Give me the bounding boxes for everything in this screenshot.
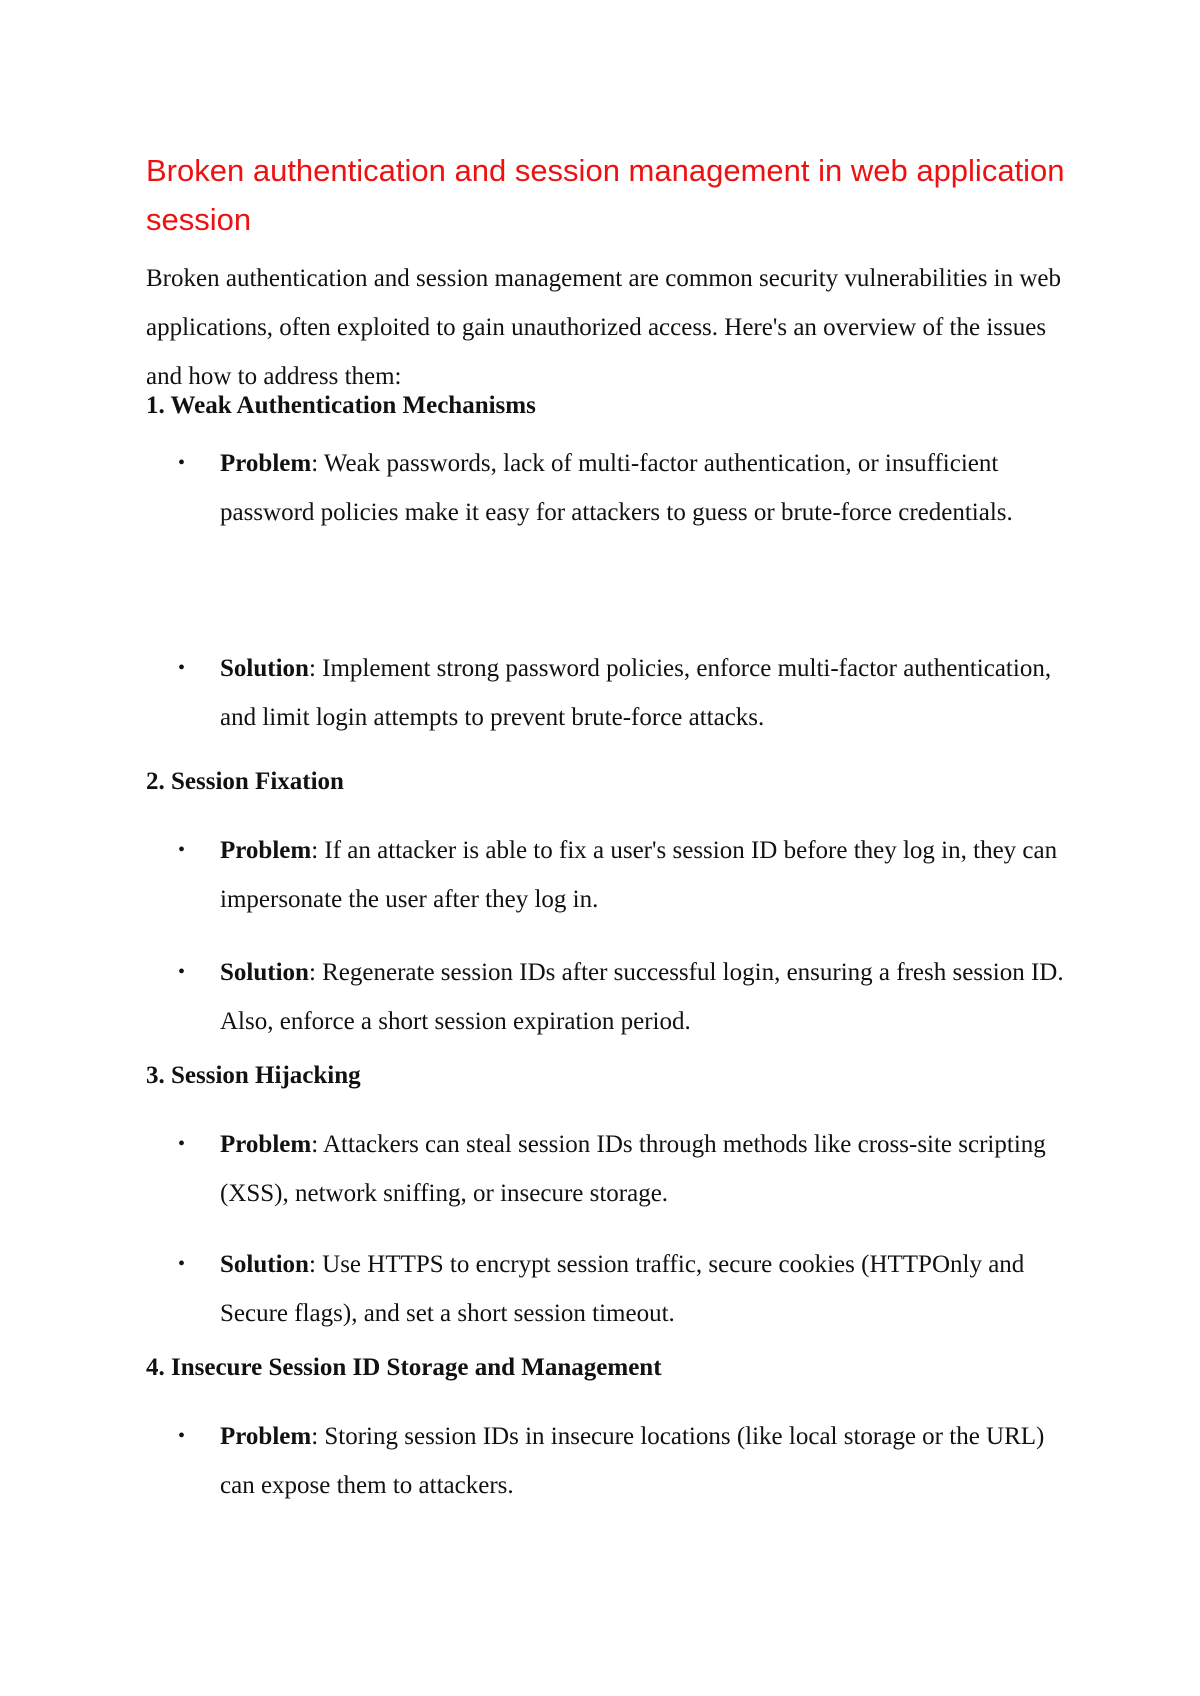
bullet-text: : Use HTTPS to encrypt session traffic, secure cookies (HTTPOnly and Secure flags), and set a short session timeout. bbox=[220, 1251, 1025, 1327]
bullet-item bbox=[178, 644, 1070, 742]
section-heading: 3. Session Hijacking bbox=[146, 1062, 361, 1089]
document-title: Broken authentication and session management in web application session bbox=[146, 153, 1065, 237]
section-heading: 2. Session Fixation bbox=[146, 768, 344, 795]
bullet-glyph: • bbox=[178, 1253, 186, 1275]
bullet-item bbox=[178, 439, 1070, 537]
bullet-glyph: • bbox=[178, 1425, 186, 1447]
bullet-text: : Weak passwords, lack of multi-factor authentication, or insufficient password policies make it easy for attackers to guess or brute-force credentials. bbox=[220, 450, 1013, 526]
bullet-glyph: • bbox=[178, 657, 186, 679]
bullet-label: Problem bbox=[220, 837, 312, 864]
bullet-text: : Attackers can steal session IDs through methods like cross-site scripting (XSS), network sniffing, or insecure storage. bbox=[220, 1131, 1046, 1207]
section-heading: 1. Weak Authentication Mechanisms bbox=[146, 392, 536, 419]
bullet-glyph: • bbox=[178, 1133, 186, 1155]
bullet-label: Solution bbox=[220, 959, 309, 986]
bullet-label: Problem bbox=[220, 1423, 312, 1450]
bullet-item bbox=[178, 1120, 1070, 1218]
bullet-label: Solution bbox=[220, 1251, 309, 1278]
bullet-text: : Regenerate session IDs after successful login, ensuring a fresh session ID. Also, enforce a short session expiration period. bbox=[220, 959, 1064, 1035]
bullet-label: Solution bbox=[220, 655, 309, 682]
bullet-label: Problem bbox=[220, 1131, 312, 1158]
bullet-text: : Implement strong password policies, enforce multi-factor authentication, and limit login attempts to prevent brute-force attacks. bbox=[220, 655, 1052, 731]
bullet-glyph: • bbox=[178, 961, 186, 983]
bullet-item bbox=[178, 1240, 1070, 1338]
bullet-text: : Storing session IDs in insecure locations (like local storage or the URL) can expose them to attackers. bbox=[220, 1423, 1045, 1499]
bullet-label: Problem bbox=[220, 450, 312, 477]
bullet-text: : If an attacker is able to fix a user's session ID before they log in, they can impersonate the user after they log in. bbox=[220, 837, 1058, 913]
bullet-item bbox=[178, 1412, 1070, 1510]
section-heading: 4. Insecure Session ID Storage and Management bbox=[146, 1354, 662, 1381]
bullet-item bbox=[178, 826, 1070, 924]
intro-paragraph: Broken authentication and session management are common security vulnerabilities in web applications, often exploited to gain unauthorized access. Here's an overview of the issues and how to address them: bbox=[146, 265, 1062, 390]
bullet-glyph: • bbox=[178, 452, 186, 474]
bullet-glyph: • bbox=[178, 839, 186, 861]
bullet-item bbox=[178, 948, 1070, 1046]
